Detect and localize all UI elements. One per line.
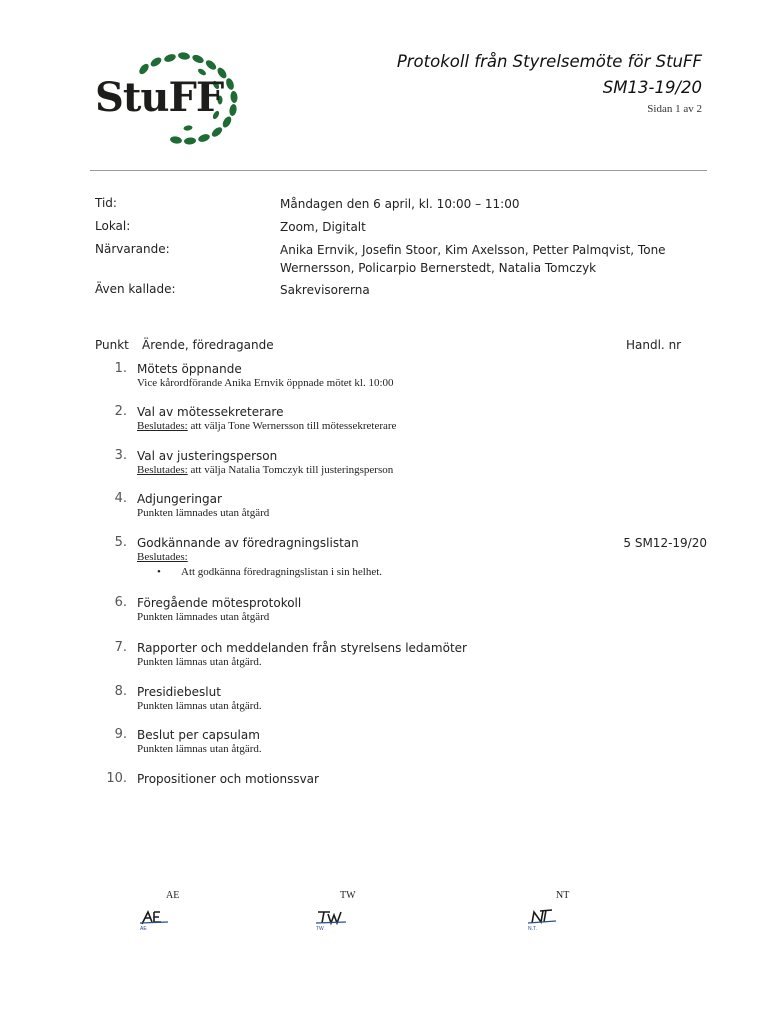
decision-text: att välja Natalia Tomczyk till justeringsperson: [187, 464, 394, 476]
signature-initials: N.T.: [528, 926, 537, 932]
item-note: Punkten lämnades utan åtgärd: [137, 507, 270, 519]
item-number: 9.: [114, 727, 127, 742]
item-number: 3.: [114, 448, 127, 463]
item-number: 1.: [114, 361, 127, 376]
column-arende: Ärende, föredragande: [142, 338, 274, 352]
signature-tw: [314, 906, 358, 932]
item-note: Punkten lämnas utan åtgärd.: [137, 743, 262, 755]
item-number: 7.: [114, 640, 127, 655]
item-note: Punkten lämnas utan åtgärd.: [137, 656, 262, 668]
signature-ae: [138, 906, 182, 932]
item-title: Presidiebeslut: [137, 685, 221, 699]
item-number: 2.: [114, 404, 127, 419]
narvarande-label: Närvarande:: [95, 242, 170, 256]
item-note: [137, 464, 393, 476]
lokal-value: Zoom, Digitalt: [280, 220, 366, 234]
item-note: Vice kårordförande Anika Ernvik öppnade mötet kl. 10:00: [137, 377, 394, 389]
item-number: 5.: [114, 535, 127, 550]
aven-kallade-label: Även kallade:: [95, 282, 176, 296]
signature-nt: [526, 906, 570, 932]
meeting-id: SM13-19/20: [602, 78, 702, 97]
decision-label: Beslutades:: [137, 551, 188, 563]
tid-value: Måndagen den 6 april, kl. 10:00 – 11:00: [280, 197, 520, 211]
item-title: Rapporter och meddelanden från styrelsens ledamöter: [137, 641, 467, 655]
item-note: Punkten lämnades utan åtgärd: [137, 611, 270, 623]
page-number: Sidan 1 av 2: [647, 103, 702, 115]
item-number: 10.: [106, 771, 127, 786]
column-handl: Handl. nr: [626, 338, 682, 352]
logo-text: StuFF: [95, 74, 224, 121]
item-title: Val av justeringsperson: [137, 449, 278, 463]
item-title: Mötets öppnande: [137, 362, 242, 376]
decision-text: att välja Tone Wernersson till mötessekreterare: [187, 420, 397, 432]
signature-label-tw: TW: [340, 890, 356, 901]
signature-label-ae: AE: [166, 890, 180, 901]
item-title: Föregående mötesprotokoll: [137, 596, 302, 610]
narvarande-value: Anika Ernvik, Josefin Stoor, Kim Axelsson, Petter Palmqvist, Tone Wernersson, Policarpio Bernerstedt, Natalia Tomczyk: [280, 243, 666, 275]
item-title: Val av mötessekreterare: [137, 405, 284, 419]
item-note: [137, 420, 396, 432]
item-number: 4.: [114, 491, 127, 506]
decision-text: Att godkänna föredragningslistan i sin helhet.: [181, 566, 383, 578]
item-title: Adjungeringar: [137, 492, 222, 506]
item-number: 8.: [114, 684, 127, 699]
aven-kallade-value: Sakrevisorerna: [280, 283, 370, 297]
decision-label: Beslutades:: [137, 464, 188, 476]
item-title: Propositioner och motionssvar: [137, 772, 319, 786]
item-number: 6.: [114, 595, 127, 610]
item-note: Punkten lämnas utan åtgärd.: [137, 700, 262, 712]
signature-initials: AE: [140, 926, 147, 932]
tid-label: Tid:: [95, 196, 117, 210]
item-note: [137, 551, 188, 563]
document-title: Protokoll från Styrelsemöte för StuFF: [396, 52, 702, 71]
item-title: Beslut per capsulam: [137, 728, 260, 742]
signature-label-nt: NT: [556, 890, 570, 901]
column-punkt: Punkt: [95, 338, 129, 352]
bullet-icon: •: [157, 566, 161, 578]
header-divider: [90, 170, 707, 171]
handling-number: 5 SM12-19/20: [623, 536, 707, 550]
item-title: Godkännande av föredragningslistan: [137, 536, 359, 550]
signature-initials: TW: [316, 926, 324, 932]
decision-label: Beslutades:: [137, 420, 188, 432]
decision-bullet: [157, 566, 382, 578]
lokal-label: Lokal:: [95, 219, 131, 233]
